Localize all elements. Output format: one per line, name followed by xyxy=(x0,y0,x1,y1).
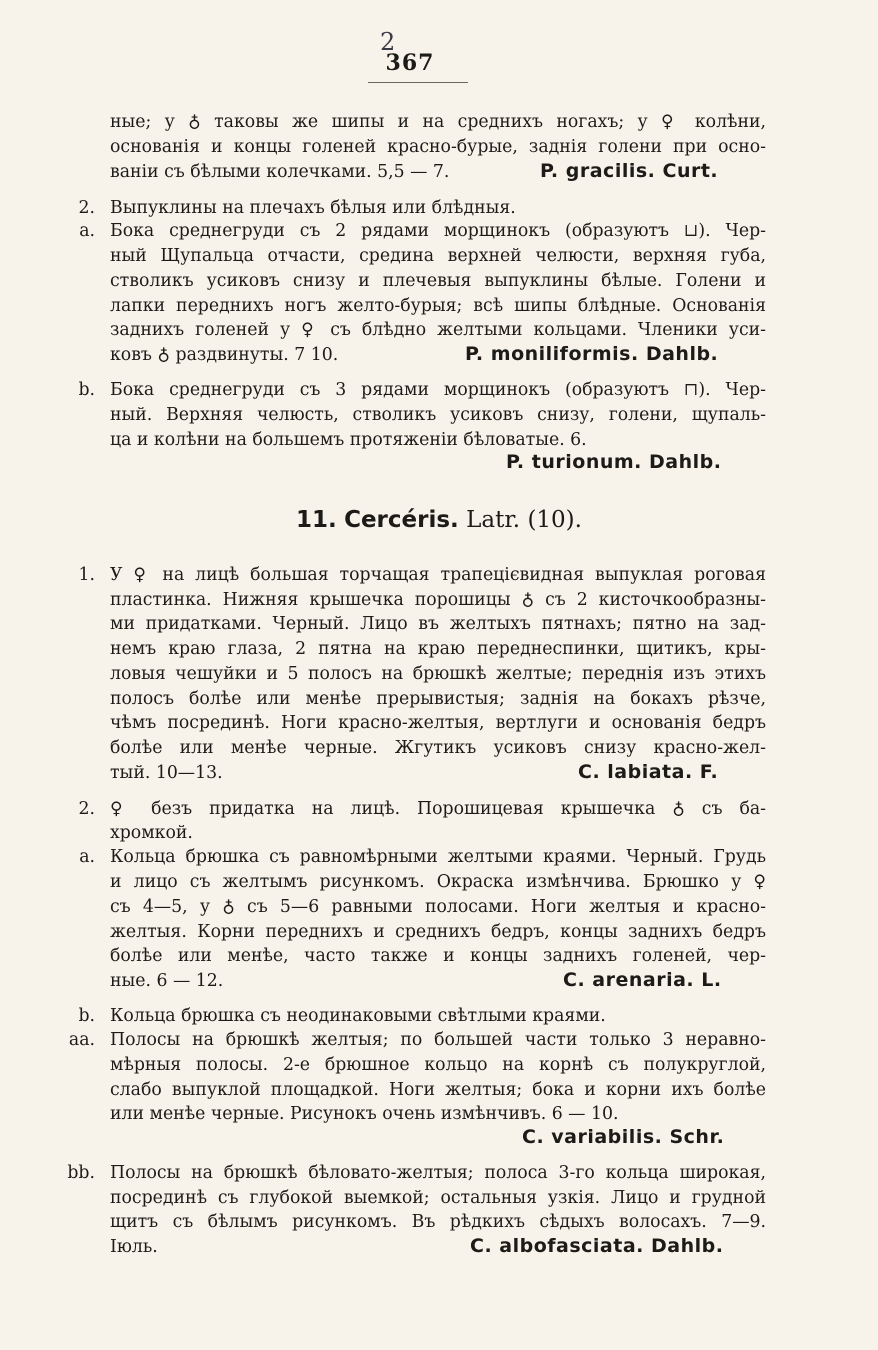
text-line: Полосы на брюшкѣ желтыя; по большей части только 3 неравно- xyxy=(110,1030,766,1050)
text-line: Полосы на брюшкѣ бѣловато-желтыя; полоса 3-го кольца широкая, xyxy=(110,1163,766,1183)
couplet-marker: bb. xyxy=(67,1163,95,1183)
header-rule xyxy=(368,82,468,83)
text-line: хромкой. xyxy=(110,823,193,843)
text-line: ный. Верхняя челюсть, стволикъ усиковъ снизу, голени, щупаль- xyxy=(110,405,766,425)
species-name: C. variabilis. Schr. xyxy=(522,1126,725,1148)
text-line: Іюль. xyxy=(110,1237,158,1257)
text-line: ковъ ♁ раздвинуты. 7 10. xyxy=(110,345,339,365)
species-count: (10). xyxy=(527,507,582,533)
text-line: заднихъ голеней у ♀ съ блѣдно желтыми кольцами. Членики уси- xyxy=(110,320,766,340)
text-line: съ 4—5, у ♁ съ 5—6 равными полосами. Ноги желтыя и красно- xyxy=(110,897,766,917)
text-line: ные. 6 — 12. xyxy=(110,971,224,991)
genus-name: Cercéris. xyxy=(344,507,459,533)
section-number: 11. xyxy=(296,507,337,533)
text-line: основанія и концы голеней красно-бурые, заднія голени при осно- xyxy=(110,137,766,157)
couplet-marker: a. xyxy=(79,847,95,867)
species-name: P. turionum. Dahlb. xyxy=(506,451,722,473)
text-line: чѣмъ посрединѣ. Ноги красно-желтыя, вертлуги и основанія бедръ xyxy=(110,713,766,733)
couplet-marker: aa. xyxy=(68,1030,95,1050)
text-line: ми придатками. Черный. Лицо въ желтыхъ пятнахъ; пятно на зад- xyxy=(110,614,766,634)
genus-author: Latr. xyxy=(466,507,521,533)
text-line: и лицо съ желтымъ рисункомъ. Окраска измѣнчива. Брюшко у ♀ xyxy=(110,872,766,892)
text-line: стволикъ усиковъ снизу и плечевыя выпуклины бѣлые. Голени и xyxy=(110,271,766,291)
text-line: ловыя чешуйки и 5 полосъ на брюшкѣ желтые; переднія изъ этихъ xyxy=(110,664,766,684)
couplet-marker: a. xyxy=(79,221,95,241)
text-line: посрединѣ съ глубокой выемкой; остальныя узкія. Лицо и грудной xyxy=(110,1188,766,1208)
species-name: P. moniliformis. Dahlb. xyxy=(465,343,719,365)
section-heading xyxy=(0,505,878,535)
text-line: тый. 10—13. xyxy=(110,763,223,783)
text-line: У ♀ на лицѣ большая торчащая трапецієвидная выпуклая роговая xyxy=(110,565,766,585)
species-name: C. albofasciata. Dahlb. xyxy=(470,1235,724,1257)
text-line: Бока среднегруди съ 2 рядами морщинокъ (образуютъ ⊔). Чер- xyxy=(110,221,766,241)
couplet-marker: 2. xyxy=(78,198,95,218)
text-line: пластинка. Нижняя крышечка порошицы ♁ съ 2 кисточкообразны- xyxy=(110,590,766,610)
text-line: полосъ болѣе или менѣе прерывистыя; заднія на бокахъ рѣзче, xyxy=(110,689,766,709)
text-line: ный Щупальца отчасти, средина верхней челюсти, верхняя губа, xyxy=(110,246,766,266)
text-line: ваніи съ бѣлыми колечками. 5,5 — 7. xyxy=(110,162,450,182)
text-line: желтыя. Корни переднихъ и среднихъ бедръ, концы заднихъ бедръ xyxy=(110,922,766,942)
text-line: или менѣе черные. Рисунокъ очень измѣнчивъ. 6 — 10. xyxy=(110,1104,619,1124)
text-line: щитъ съ бѣлымъ рисункомъ. Въ рѣдкихъ сѣдыхъ волосахъ. 7—9. xyxy=(110,1212,766,1232)
text-line: немъ краю глаза, 2 пятна на краю переднеспинки, щитикъ, кры- xyxy=(110,639,766,659)
couplet-marker: b. xyxy=(78,380,95,400)
text-line: болѣе или менѣе, часто также и концы заднихъ голеней, чер- xyxy=(110,946,766,966)
species-name: P. gracilis. Curt. xyxy=(540,160,719,182)
species-name: C. arenaria. L. xyxy=(563,969,722,991)
species-name: C. labiata. F. xyxy=(578,761,719,783)
text-line: мѣрныя полосы. 2-е брюшное кольцо на корнѣ съ полукруглой, xyxy=(110,1055,766,1075)
text-line: ца и колѣни на большемъ протяженіи бѣловатые. 6. xyxy=(110,430,587,450)
text-line: Выпуклины на плечахъ бѣлыя или блѣдныя. xyxy=(110,198,516,218)
handwritten-mark: 2 xyxy=(380,28,396,56)
page-number: 367 xyxy=(385,50,435,76)
text-line: ные; у ♁ таковы же шипы и на среднихъ ногахъ; у ♀ колѣни, xyxy=(110,112,766,132)
text-line: Кольца брюшка съ равномѣрными желтыми краями. Черный. Грудь xyxy=(110,847,766,867)
text-line: лапки переднихъ ногъ желто-бурыя; всѣ шипы блѣдные. Основанія xyxy=(110,296,766,316)
couplet-marker: b. xyxy=(78,1006,95,1026)
text-line: болѣе или менѣе черные. Жгутикъ усиковъ снизу красно-жел- xyxy=(110,738,766,758)
text-line: Бока среднегруди съ 3 рядами морщинокъ (образуютъ ⊓). Чер- xyxy=(110,380,766,400)
couplet-marker: 1. xyxy=(78,565,95,585)
text-line: слабо выпуклой площадкой. Ноги желтыя; бока и корни ихъ болѣе xyxy=(110,1080,766,1100)
couplet-marker: 2. xyxy=(78,799,95,819)
text-line: Кольца брюшка съ неодинаковыми свѣтлыми краями. xyxy=(110,1006,606,1026)
text-line: ♀ безъ придатка на лицѣ. Порошицевая крышечка ♁ съ ба- xyxy=(110,799,766,819)
